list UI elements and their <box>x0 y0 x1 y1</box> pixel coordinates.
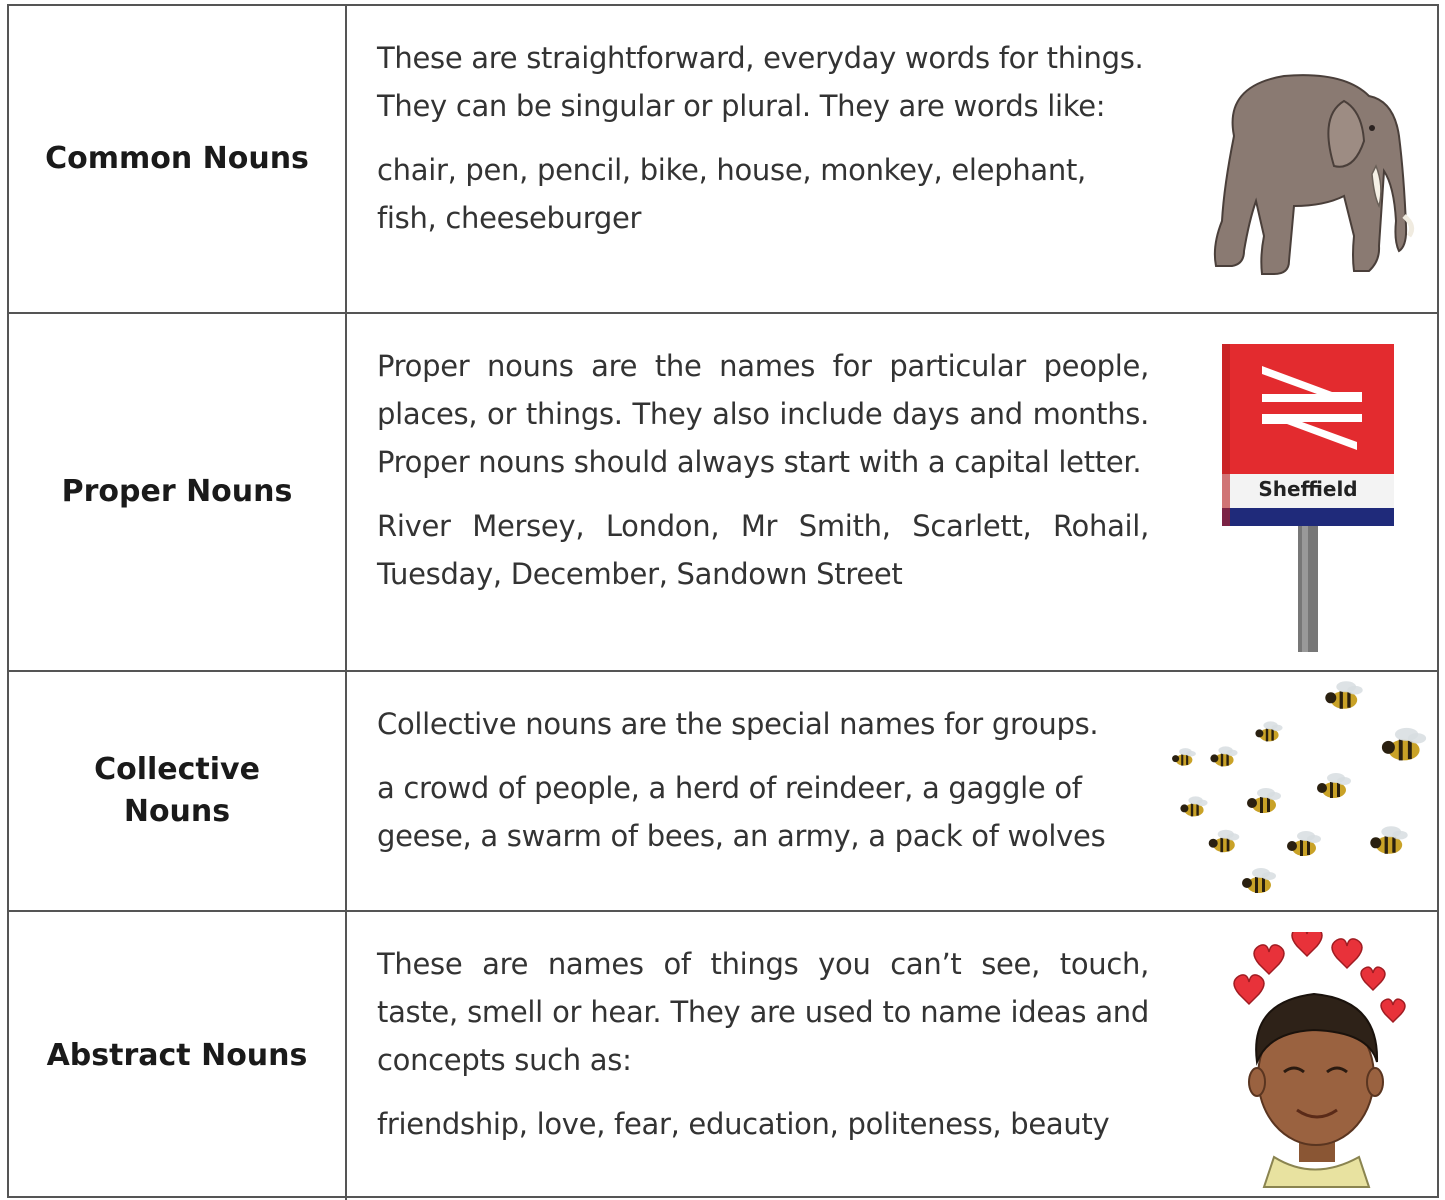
station-sign-icon <box>1222 344 1394 654</box>
description-cell <box>377 34 1149 258</box>
table-row-collective-nouns <box>9 672 1437 912</box>
noun-type-cell <box>9 6 347 312</box>
examples-text: River Mersey, London, Mr Smith, Scarlett, Rohail, Tuesday, December, Sandown Street <box>377 509 1149 591</box>
examples-text: a crowd of people, a herd of reindeer, a gaggle of geese, a swarm of bees, an army, a pack of wolves <box>377 771 1106 853</box>
examples-text: chair, pen, pencil, bike, house, monkey, elephant, fish, cheeseburger <box>377 153 1086 235</box>
description-text: Proper nouns are the names for particular people, places, or things. They also include days and months. Proper nouns should always start with a capital letter. <box>377 349 1149 479</box>
description-text: Collective nouns are the special names for groups. <box>377 707 1099 741</box>
table-row-proper-nouns <box>9 314 1437 672</box>
description-text: These are straightforward, everyday words for things. They can be singular or plural. They are words like: <box>377 41 1144 123</box>
table-row-common-nouns <box>9 6 1437 314</box>
bee-swarm-icon <box>1164 680 1434 908</box>
elephant-icon <box>1194 46 1424 286</box>
noun-type-label: Proper Nouns <box>61 474 293 509</box>
noun-type-cell <box>9 314 347 670</box>
table-row-abstract-nouns <box>9 912 1437 1200</box>
noun-type-cell <box>9 672 347 910</box>
noun-type-label: Abstract Nouns <box>46 1038 308 1073</box>
noun-type-label: Common Nouns <box>45 141 309 176</box>
examples-text: friendship, love, fear, education, politeness, beauty <box>377 1107 1110 1141</box>
noun-type-cell <box>9 912 347 1200</box>
station-sign-text: Sheffield <box>1258 477 1358 501</box>
noun-type-label: Collective Nouns <box>94 752 260 829</box>
description-cell <box>377 342 1149 614</box>
description-text: These are names of things you can’t see, touch, taste, smell or hear. They are used to name ideas and concepts such as: <box>377 947 1149 1077</box>
nouns-table <box>7 4 1439 1198</box>
description-cell <box>377 940 1149 1164</box>
description-cell <box>377 700 1149 876</box>
boy-in-love-icon <box>1219 932 1409 1192</box>
